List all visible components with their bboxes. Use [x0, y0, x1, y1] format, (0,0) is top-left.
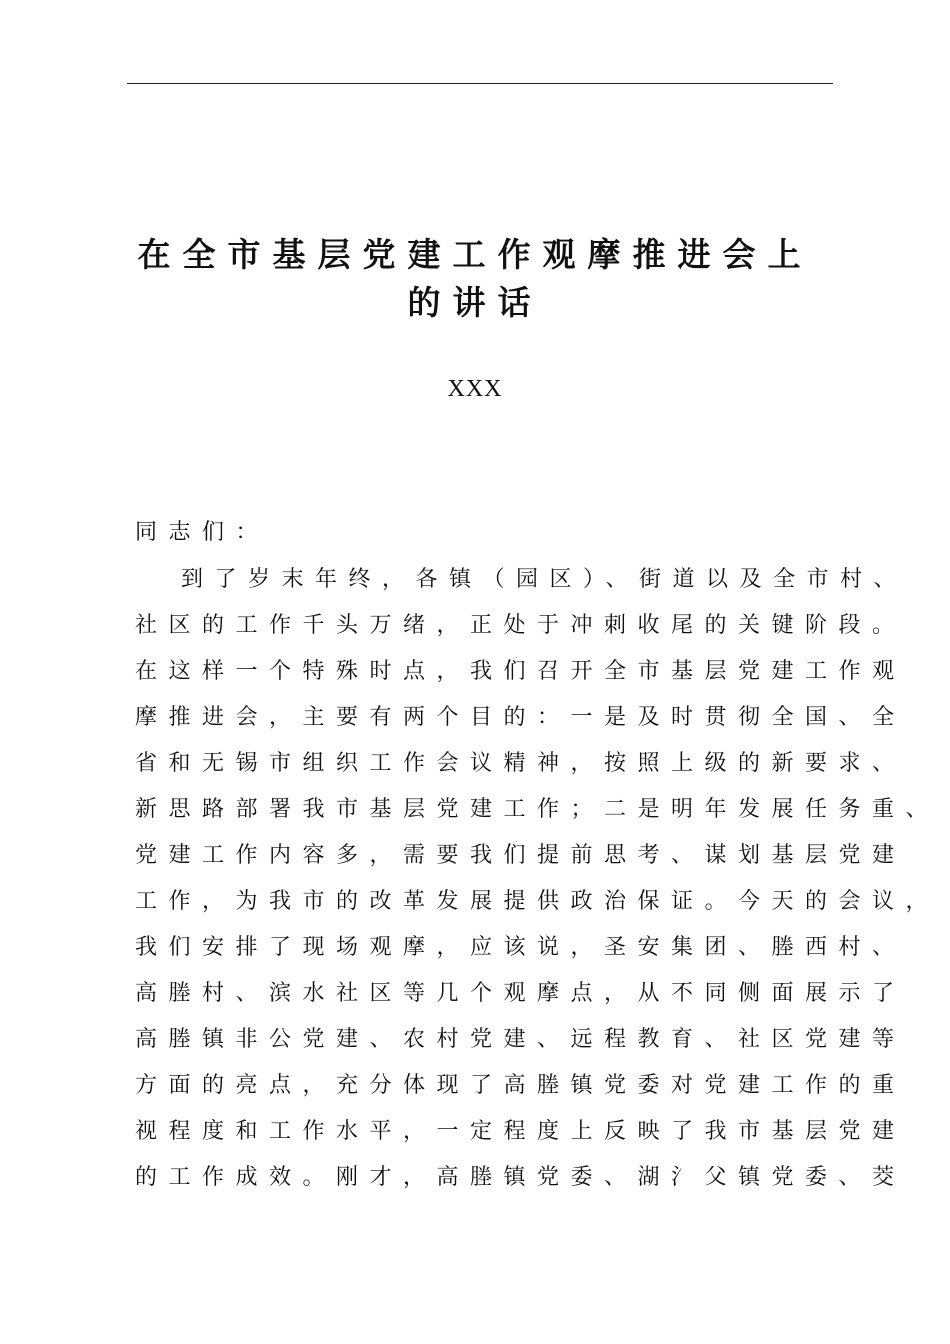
- document-title-line-1: 在全市基层党建工作观摩推进会上: [137, 235, 813, 274]
- paragraph-line: 的工作成效。刚才，高塍镇党委、湖氵父镇党委、茭: [135, 1165, 906, 1190]
- paragraph-line: 摩推进会，主要有两个目的：一是及时贯彻全国、全: [135, 705, 906, 730]
- paragraph-line: 工作，为我市的改革发展提供政治保证。今天的会议，: [135, 889, 940, 914]
- paragraph-line: 我们安排了现场观摩，应该说，圣安集团、塍西村、: [135, 935, 906, 960]
- paragraph-line: 新思路部署我市基层党建工作；二是明年发展任务重、: [135, 797, 940, 822]
- paragraph-line: 社区的工作千头万绪，正处于冲刺收尾的关键阶段。: [135, 613, 906, 638]
- salutation: 同志们：: [135, 520, 270, 545]
- paragraph-line: 高塍镇非公党建、农村党建、远程教育、社区党建等: [135, 1027, 906, 1052]
- paragraph-line: 到了岁末年终，各镇（园区）、街道以及全市村、: [181, 567, 908, 592]
- header-rule: [127, 83, 833, 84]
- paragraph-line: 方面的亮点，充分体现了高塍镇党委对党建工作的重: [135, 1073, 906, 1098]
- paragraph-line: 在这样一个特殊时点，我们召开全市基层党建工作观: [135, 659, 906, 684]
- author-name: XXX: [447, 376, 503, 402]
- paragraph-line: 视程度和工作水平，一定程度上反映了我市基层党建: [135, 1119, 906, 1144]
- paragraph-line: 省和无锡市组织工作会议精神，按照上级的新要求、: [135, 751, 906, 776]
- paragraph-line: 高塍村、滨水社区等几个观摩点，从不同侧面展示了: [135, 981, 906, 1006]
- document-title-line-2: 的讲话: [407, 283, 543, 322]
- paragraph-line: 党建工作内容多，需要我们提前思考、谋划基层党建: [135, 843, 906, 868]
